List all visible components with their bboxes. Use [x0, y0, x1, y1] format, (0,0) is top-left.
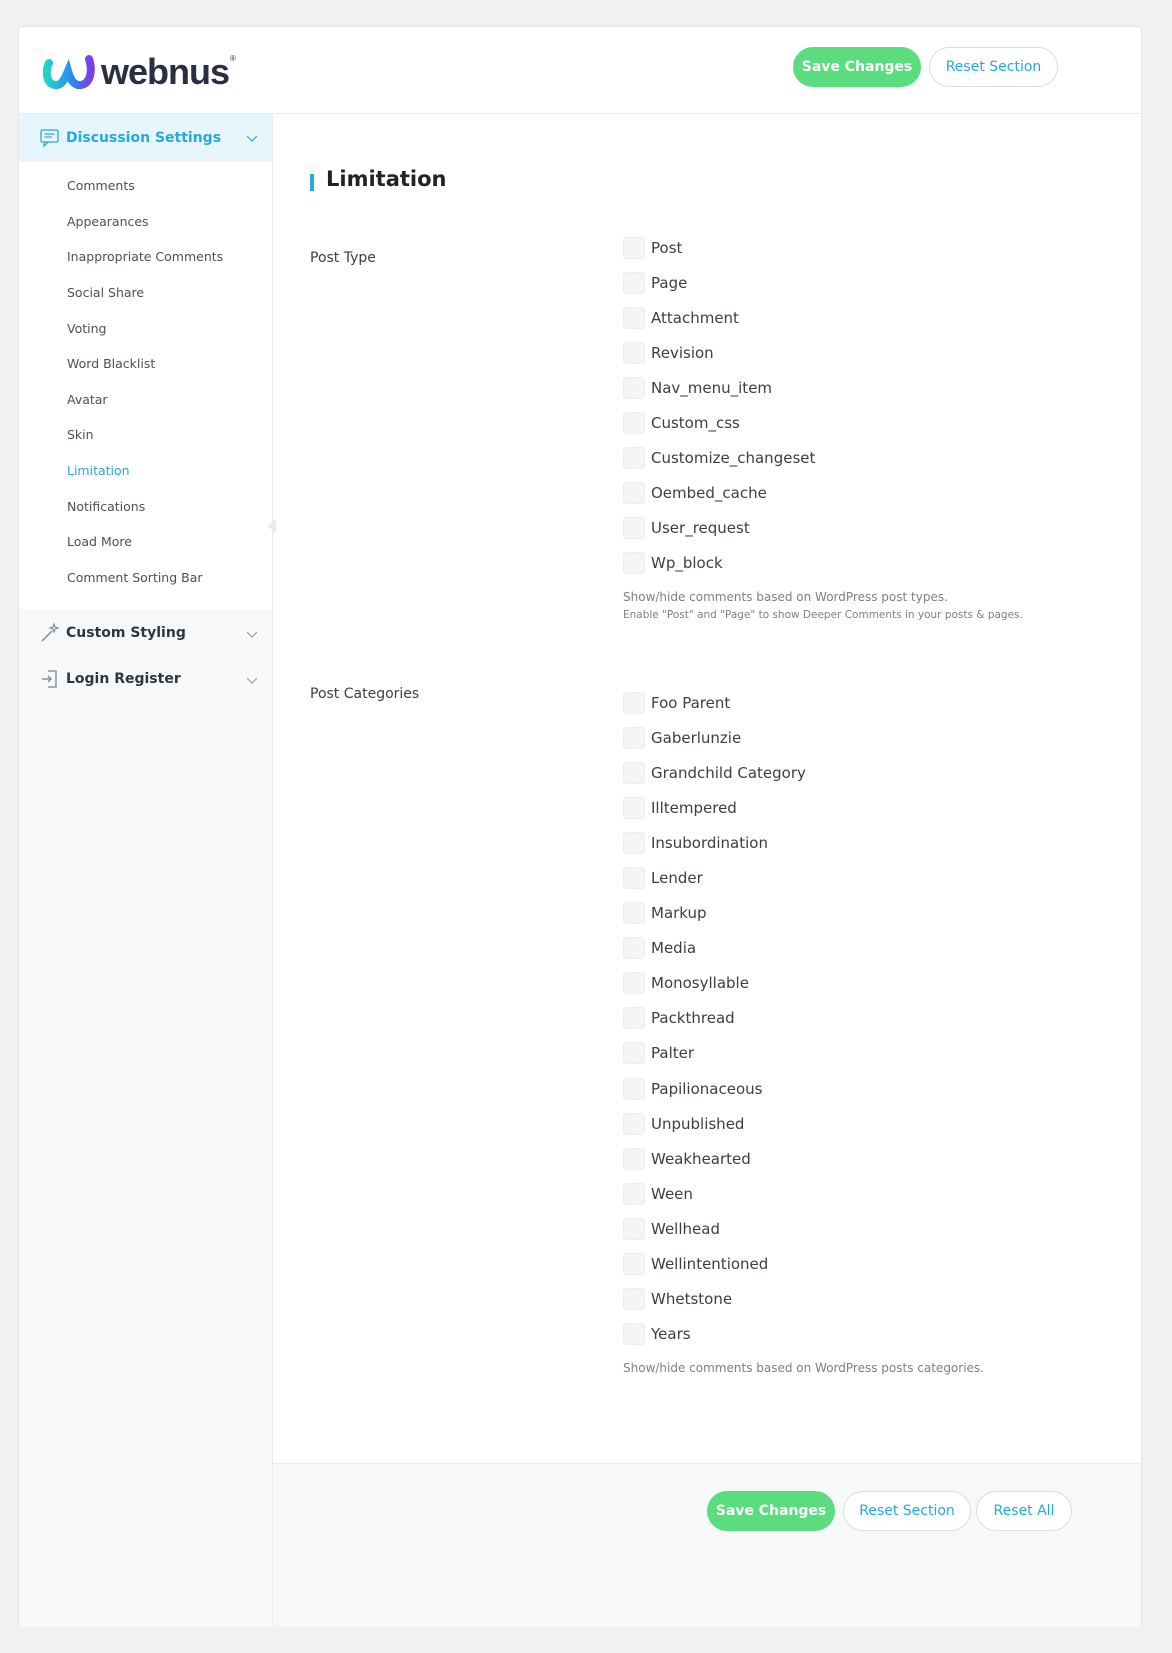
checkbox-label: Markup: [651, 904, 707, 922]
sidebar-item-voting[interactable]: Voting: [67, 321, 107, 336]
checkbox-label: Monosyllable: [651, 974, 749, 992]
checkbox[interactable]: [623, 377, 645, 399]
post-categories-description: Show/hide comments based on WordPress posts categories.: [623, 1361, 984, 1375]
checkbox-foo-parent[interactable]: [623, 691, 730, 715]
checkbox-label: Wellhead: [651, 1220, 720, 1238]
checkbox-weakhearted[interactable]: [623, 1147, 751, 1171]
checkbox[interactable]: [623, 692, 645, 714]
logo-registered-mark: ®: [230, 53, 236, 63]
checkbox[interactable]: [623, 1183, 645, 1205]
checkbox-label: Ween: [651, 1185, 693, 1203]
checkbox-label: Nav_menu_item: [651, 379, 773, 397]
checkbox-label: Whetstone: [651, 1290, 733, 1308]
checkbox[interactable]: [623, 1323, 645, 1345]
sidebar-item-avatar[interactable]: Avatar: [67, 392, 108, 407]
sidebar-item-login-register[interactable]: [19, 656, 272, 702]
checkbox-label: Wellintentioned: [651, 1255, 769, 1273]
checkbox[interactable]: [623, 1078, 645, 1100]
checkbox[interactable]: [623, 1218, 645, 1240]
checkbox-label: Weakhearted: [651, 1150, 751, 1168]
checkbox-label: Gaberlunzie: [651, 729, 742, 747]
post-categories-label: Post Categories: [310, 686, 420, 702]
checkbox[interactable]: [623, 552, 645, 574]
webnus-logo-icon: [43, 53, 97, 91]
checkbox-label: Revision: [651, 344, 714, 362]
checkbox[interactable]: [623, 412, 645, 434]
checkbox-label: Customize_changeset: [651, 449, 816, 467]
reset-all-button[interactable]: Reset All: [976, 1491, 1072, 1531]
chat-icon: [39, 127, 61, 149]
checkbox-customize-changeset[interactable]: [623, 446, 815, 470]
checkbox-custom-css[interactable]: [623, 411, 740, 435]
sidebar-item-comments[interactable]: Comments: [67, 178, 135, 193]
post-type-description: Show/hide comments based on WordPress post types.: [623, 590, 948, 604]
sidebar-item-discussion-settings[interactable]: [19, 114, 272, 162]
settings-panel: [18, 26, 1142, 1627]
save-changes-button[interactable]: Save Changes: [793, 47, 921, 87]
checkbox-label: Custom_css: [651, 414, 740, 432]
sidebar-item-label: Custom Styling: [66, 625, 186, 641]
reset-section-button[interactable]: Reset Section: [929, 47, 1058, 87]
save-changes-button[interactable]: Save Changes: [707, 1491, 835, 1531]
post-type-hint: Enable "Post" and "Page" to show Deeper Comments in your posts & pages.: [623, 609, 1023, 621]
checkbox[interactable]: [623, 972, 645, 994]
checkbox-packthread[interactable]: [623, 1006, 735, 1030]
sidebar: [19, 114, 273, 1627]
checkbox-label: Post: [651, 239, 683, 257]
checkbox[interactable]: [623, 1113, 645, 1135]
checkbox[interactable]: [623, 517, 645, 539]
main-content: [273, 114, 1141, 1463]
chevron-down-icon: [246, 628, 258, 640]
checkbox[interactable]: [623, 1253, 645, 1275]
checkbox-whetstone[interactable]: [623, 1287, 732, 1311]
checkbox[interactable]: [623, 272, 645, 294]
header: [19, 27, 1141, 114]
sidebar-item-limitation[interactable]: Limitation: [67, 463, 130, 478]
checkbox[interactable]: [623, 762, 645, 784]
checkbox-label: Unpublished: [651, 1115, 745, 1133]
checkbox-label: Media: [651, 939, 697, 957]
checkbox-papilionaceous[interactable]: [623, 1077, 762, 1101]
checkbox-label: Illtempered: [651, 799, 737, 817]
checkbox[interactable]: [623, 237, 645, 259]
checkbox-palter[interactable]: [623, 1041, 694, 1065]
sidebar-item-appearances[interactable]: Appearances: [67, 214, 149, 229]
magic-wand-icon: [39, 622, 61, 644]
checkbox[interactable]: [623, 797, 645, 819]
checkbox[interactable]: [623, 832, 645, 854]
checkbox[interactable]: [623, 342, 645, 364]
checkbox-monosyllable[interactable]: [623, 971, 749, 995]
sidebar-item-label: Login Register: [66, 671, 181, 687]
checkbox[interactable]: [623, 727, 645, 749]
checkbox-post[interactable]: [623, 236, 682, 260]
checkbox-wellhead[interactable]: [623, 1217, 720, 1241]
checkbox-attachment[interactable]: [623, 306, 739, 330]
checkbox-label: Foo Parent: [651, 694, 731, 712]
checkbox-label: Grandchild Category: [651, 764, 806, 782]
checkbox-label: Lender: [651, 869, 703, 887]
reset-section-button[interactable]: Reset Section: [843, 1491, 971, 1531]
checkbox-wp-block[interactable]: [623, 551, 723, 575]
sidebar-item-custom-styling[interactable]: [19, 610, 272, 656]
checkbox[interactable]: [623, 447, 645, 469]
checkbox-label: Insubordination: [651, 834, 768, 852]
chevron-down-icon: [246, 674, 258, 686]
checkbox-label: Papilionaceous: [651, 1080, 763, 1098]
checkbox-illtempered[interactable]: [623, 796, 737, 820]
page-title: Limitation: [310, 167, 446, 191]
checkbox-label: Palter: [651, 1044, 695, 1062]
checkbox-markup[interactable]: [623, 901, 707, 925]
sidebar-item-social-share[interactable]: Social Share: [67, 285, 145, 300]
checkbox-label: User_request: [651, 519, 750, 537]
checkbox-nav-menu-item[interactable]: [623, 376, 772, 400]
checkbox[interactable]: [623, 1148, 645, 1170]
checkbox-page[interactable]: [623, 271, 687, 295]
sidebar-item-label: Discussion Settings: [66, 130, 222, 146]
checkbox[interactable]: [623, 1288, 645, 1310]
sidebar-item-word-blacklist[interactable]: Word Blacklist: [67, 356, 156, 371]
discussion-settings-submenu: [19, 162, 272, 609]
checkbox[interactable]: [623, 1042, 645, 1064]
checkbox-user-request[interactable]: [623, 516, 750, 540]
checkbox[interactable]: [623, 902, 645, 924]
checkbox-grandchild-category[interactable]: [623, 761, 806, 785]
checkbox-years[interactable]: [623, 1322, 691, 1346]
checkbox-unpublished[interactable]: [623, 1112, 744, 1136]
chevron-down-icon: [246, 132, 258, 144]
checkbox[interactable]: [623, 1007, 645, 1029]
checkbox[interactable]: [623, 482, 645, 504]
checkbox-label: Attachment: [651, 309, 739, 327]
checkbox-label: Packthread: [651, 1009, 735, 1027]
webnus-logo: [43, 51, 236, 93]
checkbox-gaberlunzie[interactable]: [623, 726, 741, 750]
footer: [273, 1463, 1141, 1627]
sidebar-item-skin[interactable]: Skin: [67, 427, 94, 442]
checkbox-label: Wp_block: [651, 554, 723, 572]
checkbox-insubordination[interactable]: [623, 831, 768, 855]
checkbox-label: Page: [651, 274, 688, 292]
checkbox[interactable]: [623, 867, 645, 889]
checkbox-label: Oembed_cache: [651, 484, 767, 502]
sidebar-item-comment-sorting-bar[interactable]: Comment Sorting Bar: [67, 570, 203, 585]
checkbox-ween[interactable]: [623, 1182, 693, 1206]
sidebar-item-load-more[interactable]: Load More: [67, 534, 132, 549]
checkbox-media[interactable]: [623, 936, 696, 960]
checkbox-revision[interactable]: [623, 341, 714, 365]
checkbox-lender[interactable]: [623, 866, 703, 890]
login-icon: [39, 668, 61, 690]
checkbox-oembed-cache[interactable]: [623, 481, 767, 505]
checkbox[interactable]: [623, 937, 645, 959]
sidebar-item-inappropriate-comments[interactable]: Inappropriate Comments: [67, 249, 224, 264]
post-type-label: Post Type: [310, 250, 376, 266]
sidebar-item-notifications[interactable]: Notifications: [67, 499, 146, 514]
checkbox-wellintentioned[interactable]: [623, 1252, 768, 1276]
logo-text: webnus: [101, 51, 230, 92]
checkbox[interactable]: [623, 307, 645, 329]
checkbox-label: Years: [651, 1325, 691, 1343]
